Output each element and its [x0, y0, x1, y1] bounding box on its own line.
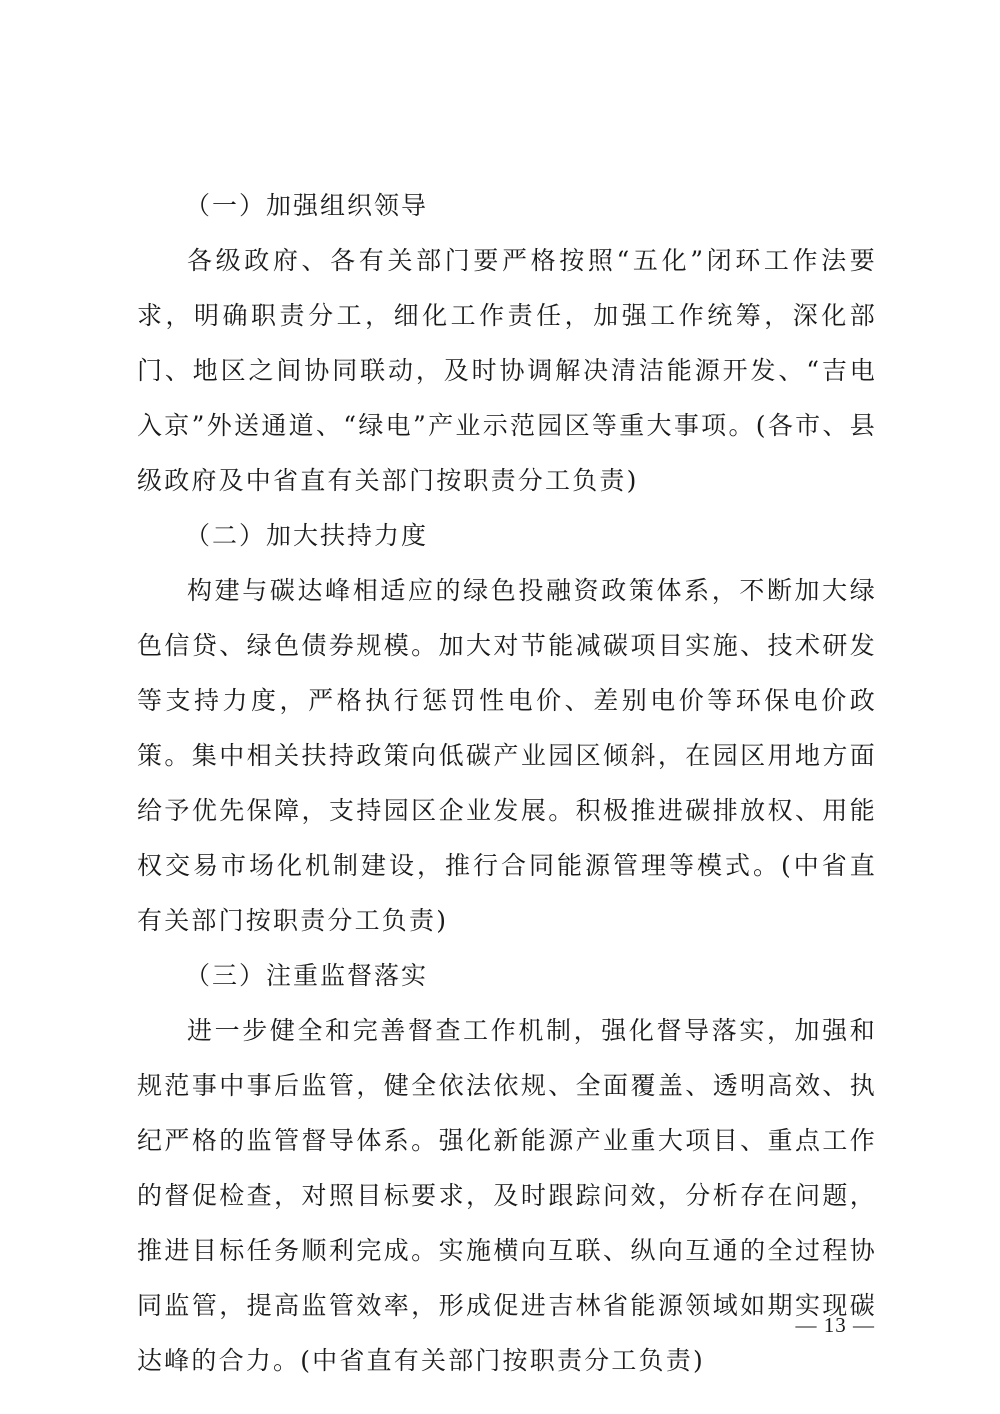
section-paragraph-3: 进一步健全和完善督查工作机制，强化督导落实，加强和规范事中事后监管，健全依法依规、全面覆盖、透明高效、执纪严格的监管督导体系。强化新能源产业重大项目、重点工作的督促检查，对照目标要求，及时跟踪问效，分析存在问题，推进目标任务顺利完成。实施横向互联、纵向互通的全过程协同监管，提高监管效率，形成促进吉林省能源领域如期实现碳达峰的合力。(中省直有关部门按职责分工负责)	[137, 1016, 877, 1375]
section-heading-1: （一）加强组织领导	[185, 191, 429, 220]
section-paragraph-1: 各级政府、各有关部门要严格按照“五化”闭环工作法要求，明确职责分工，细化工作责任，加强工作统筹，深化部门、地区之间协同联动，及时协调解决清洁能源开发、“吉电入京”外送通道、“绿电”产业示范园区等重大事项。(各市、县级政府及中省直有关部门按职责分工负责)	[137, 246, 877, 495]
page-number: — 13 —	[795, 1313, 875, 1337]
section-heading-3: （三）注重监督落实	[185, 961, 429, 990]
section-paragraph-2: 构建与碳达峰相适应的绿色投融资政策体系，不断加大绿色信贷、绿色债券规模。加大对节能减碳项目实施、技术研发等支持力度，严格执行惩罚性电价、差别电价等环保电价政策。集中相关扶持政策向低碳产业园区倾斜，在园区用地方面给予优先保障，支持园区企业发展。积极推进碳排放权、用能权交易市场化机制建设，推行合同能源管理等模式。(中省直有关部门按职责分工负责)	[137, 576, 877, 935]
document-body	[137, 178, 877, 1388]
section-heading-2: （二）加大扶持力度	[185, 521, 429, 550]
